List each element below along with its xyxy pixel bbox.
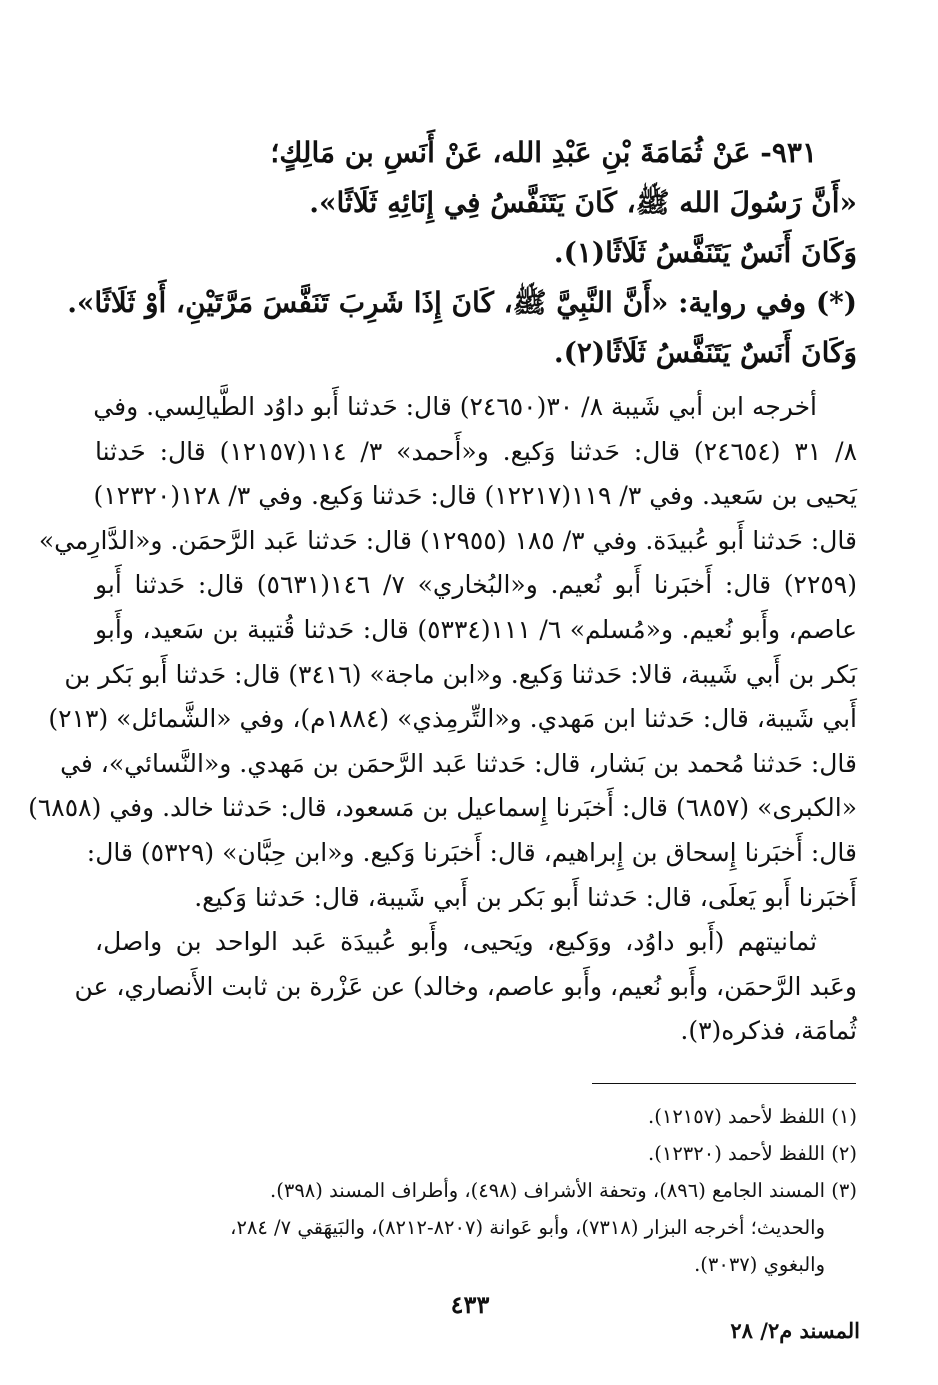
takhrij-line: قال: أَخبَرنا إِسحاق بن إِبراهيم، قال: أَخبَرنا وَكيع. و«ابن حِبَّان» (٥٣٢٩) قال:	[86, 837, 857, 867]
takhrij-line: (٢٢٥٩) قال: أَخبَرنا أَبو نُعيم. و«البُخاري» ٧/ ١٤٦(٥٦٣١) قال: حَدثنا أَبو	[95, 570, 857, 600]
printer-signature: المسند م٢/ ٢٨	[730, 1318, 860, 1343]
hadith-line: وَكَانَ أَنَسٌ يَتَنَفَّسُ ثَلَاثًا(١).	[553, 236, 857, 269]
takhrij-line: قال: حَدثنا أَبو عُبيدَة. وفي ٣/ ١٨٥ (١٢٩٥٥) قال: حَدثنا عَبد الرَّحمَن. و«الدَّارِمي»	[38, 525, 857, 555]
takhrij-line: وعَبد الرَّحمَن، وأَبو نُعيم، وأَبو عاصم، وخالد) عن عَزْرة بن ثابت الأَنصاري، عن	[74, 971, 857, 1001]
takhrij-line: ثُمامَة، فذكره(٣).	[680, 1016, 857, 1046]
takhrij-line: بَكر بن أَبي شَيبة، قالا: حَدثنا وَكيع. و«ابن ماجة» (٣٤١٦) قال: حَدثنا أَبو بَكر بن	[64, 659, 857, 689]
takhrij-line: يَحيى بن سَعيد. وفي ٣/ ١١٩(١٢٢١٧) قال: حَدثنا وَكيع. وفي ٣/ ١٢٨(١٢٣٢٠)	[93, 481, 857, 511]
takhrij-line: ٨/ ٣١ (٢٤٦٥٤) قال: حَدثنا وَكيع. و«أَحمد» ٣/ ١١٤(١٢١٥٧) قال: حَدثنا	[95, 436, 857, 466]
footnote-separator	[592, 1083, 856, 1084]
footnote-line: (٣) المسند الجامع (٨٩٦)، وتحفة الأشراف (٤٩٨)، وأطراف المسند (٣٩٨).	[270, 1179, 857, 1202]
footnote-line: والبغوي (٣٠٣٧).	[694, 1253, 825, 1276]
hadith-text	[67, 128, 857, 378]
takhrij-line: أَبي شَيبة، قال: حَدثنا ابن مَهدي. و«التِّرمِذي» (١٨٨٤م)، وفي «الشَّمائل» (٢١٣)	[48, 704, 857, 734]
takhrij-text	[28, 385, 857, 1054]
hadith-line: (*) وفي رواية: «أَنَّ النَّبِيَّ ﷺ، كَانَ إِذَا شَرِبَ تَنَفَّسَ مَرَّتَيْنِ، أَوْ ثَلَاثًا».	[67, 286, 857, 319]
takhrij-line: عاصم، وأَبو نُعيم. و«مُسلم» ٦/ ١١١(٥٣٣٤) قال: حَدثنا قُتيبة بن سَعيد، وأَبو	[95, 614, 857, 644]
takhrij-line: أخرجه ابن أبي شَيبة ٨/ ٣٠(٢٤٦٥٠) قال: حَدثنا أَبو داوُد الطَّيالِسي. وفي	[93, 392, 817, 421]
footnote-line: والحديث؛ أخرجه البزار (٧٣١٨)، وأبو عَوانة (٨٢٠٧-٨٢١٢)، والبَيهَقي ٧/ ٢٨٤،	[230, 1216, 825, 1239]
hadith-line: وَكَانَ أَنَسٌ يَتَنَفَّسُ ثَلَاثًا(٢).	[553, 336, 857, 369]
hadith-line: «أَنَّ رَسُولَ الله ﷺ، كَانَ يَتَنَفَّسُ فِي إِنَائِهِ ثَلَاثًا».	[309, 186, 857, 219]
hadith-line: ٩٣١- عَنْ ثُمَامَةَ بْنِ عَبْدِ الله، عَنْ أَنَسِ بن مَالِكٍ؛	[270, 136, 817, 169]
takhrij-line: ثمانيتهم (أَبو داوُد، ووَكيع، ويَحيى، وأَبو عُبيدَة عَبد الواحد بن واصل،	[95, 927, 817, 957]
takhrij-line: قال: حَدثنا مُحمد بن بَشار، قال: حَدثنا عَبد الرَّحمَن بن مَهدي. و«النَّسائي»، في	[60, 748, 857, 778]
footnote-line: (٢) اللفظ لأحمد (١٢٣٢٠).	[648, 1142, 857, 1165]
footnotes	[95, 1098, 857, 1283]
takhrij-line: «الكبرى» (٦٨٥٧) قال: أَخبَرنا إِسماعيل بن مَسعود، قال: حَدثنا خالد. وفي (٦٨٥٨)	[28, 793, 857, 823]
footnote-line: (١) اللفظ لأحمد (١٢١٥٧).	[648, 1105, 857, 1128]
page-number: ٤٣٣	[450, 1290, 490, 1319]
takhrij-line: أَخبَرنا أَبو يَعلَى، قال: حَدثنا أَبو بَكر بن أَبي شَيبة، قال: حَدثنا وَكيع.	[194, 882, 857, 912]
